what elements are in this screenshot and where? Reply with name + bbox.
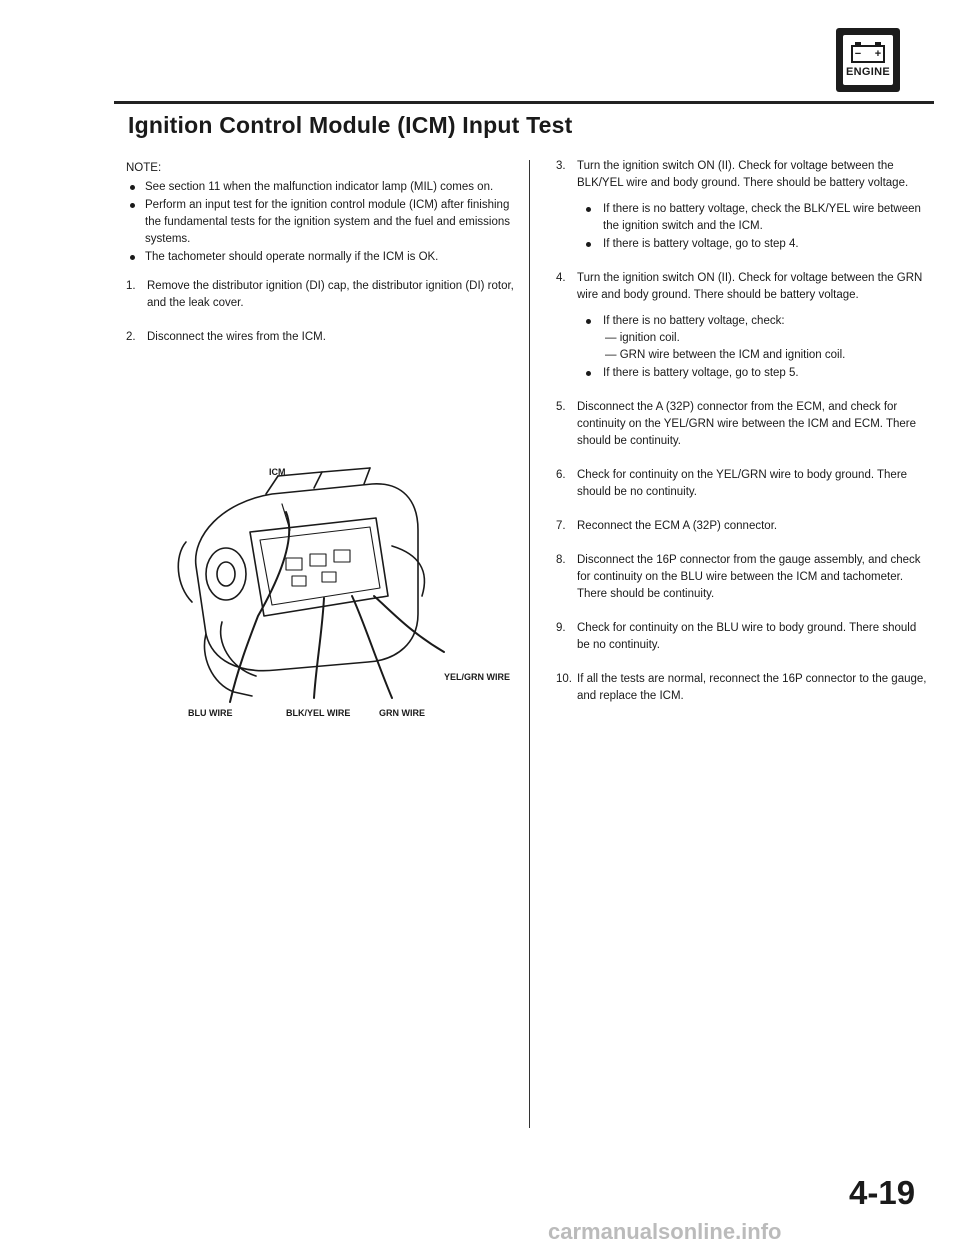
step-number: 5. [556, 401, 566, 413]
note-item: Perform an input test for the ignition control module (ICM) after finishing the fundamental tests for the ignition system and the fuel and emissions systems. [126, 197, 518, 248]
steps-left [126, 278, 518, 346]
figure-label-grn-wire: GRN WIRE [379, 708, 425, 718]
figure-label-icm: ICM [269, 467, 286, 477]
check-item: If there is battery voltage, go to step 5. [577, 365, 928, 382]
check-subitem: — GRN wire between the ICM and ignition coil. [605, 349, 846, 361]
step-text: Disconnect the A (32P) connector from the ECM, and check for continuity on the YEL/GRN wire between the ICM and ECM. There should be continuity. [577, 401, 916, 447]
header-rule [114, 101, 934, 104]
note-item: See section 11 when the malfunction indicator lamp (MIL) comes on. [126, 179, 518, 196]
step-text: Check for continuity on the YEL/GRN wire to body ground. There should be no continuity. [577, 469, 908, 498]
engine-section-badge [836, 28, 900, 92]
note-list [126, 179, 518, 266]
step-8 [556, 552, 928, 603]
step-6 [556, 467, 928, 501]
steps-right [556, 158, 928, 705]
note-item: The tachometer should operate normally if the ICM is OK. [126, 249, 518, 266]
badge-label: ENGINE [846, 66, 890, 78]
step-text: If all the tests are normal, reconnect the 16P connector to the gauge, and replace the ICM. [577, 673, 927, 702]
page-title: Ignition Control Module (ICM) Input Test [128, 112, 573, 138]
step-4-checks [577, 313, 928, 382]
step-number: 9. [556, 622, 566, 634]
step-number: 3. [556, 160, 566, 172]
check-item: If there is battery voltage, go to step 4. [577, 236, 928, 253]
step-7 [556, 518, 928, 535]
page-number: 4-19 [849, 1174, 916, 1211]
column-divider [529, 160, 530, 1128]
icm-illustration [126, 446, 526, 746]
step-number: 4. [556, 272, 566, 284]
check-item-text: If there is no battery voltage, check: [603, 315, 785, 327]
step-text: Reconnect the ECM A (32P) connector. [577, 520, 778, 532]
step-2 [126, 329, 518, 346]
step-3-checks [577, 201, 928, 253]
step-1 [126, 278, 518, 312]
step-number: 8. [556, 554, 566, 566]
step-text: Disconnect the 16P connector from the gauge assembly, and check for continuity on the BLU wire between the ICM and tachometer. There should be continuity. [577, 554, 921, 600]
step-text: Check for continuity on the BLU wire to body ground. There should be no continuity. [577, 622, 917, 651]
step-text: Turn the ignition switch ON (II). Check for voltage between the BLK/YEL wire and body ground. There should be battery voltage. [577, 160, 909, 189]
figure-label-yel-grn-wire: YEL/GRN WIRE [444, 672, 511, 682]
step-number: 6. [556, 469, 566, 481]
distributor-drawing [126, 446, 526, 746]
battery-icon [851, 41, 885, 63]
check-item [577, 313, 928, 364]
step-number: 2. [126, 331, 136, 343]
step-4 [556, 270, 928, 382]
step-9 [556, 620, 928, 654]
figure-label-blk-yel-wire: BLK/YEL WIRE [286, 708, 351, 718]
watermark: carmanualsonline.info [548, 1219, 782, 1244]
badge-inner [843, 35, 893, 85]
battery-plus-symbol: + [874, 48, 882, 60]
right-column [556, 158, 928, 722]
figure-label-blu-wire: BLU WIRE [188, 708, 233, 718]
step-number: 7. [556, 520, 566, 532]
step-number: 1. [126, 280, 136, 292]
check-subitem: — ignition coil. [605, 332, 680, 344]
step-text: Disconnect the wires from the ICM. [147, 331, 326, 343]
step-3 [556, 158, 928, 253]
note-label: NOTE: [126, 162, 162, 174]
check-item: If there is no battery voltage, check the BLK/YEL wire between the ignition switch and the ICM. [577, 201, 928, 235]
step-10 [556, 671, 928, 705]
step-number: 10. [556, 673, 572, 685]
step-text: Remove the distributor ignition (DI) cap, the distributor ignition (DI) rotor, and the leak cover. [147, 280, 514, 309]
step-5 [556, 399, 928, 450]
battery-minus-symbol: − [854, 48, 862, 60]
step-text: Turn the ignition switch ON (II). Check for voltage between the GRN wire and body ground. There should be battery voltage. [577, 272, 923, 301]
left-column [126, 160, 518, 363]
